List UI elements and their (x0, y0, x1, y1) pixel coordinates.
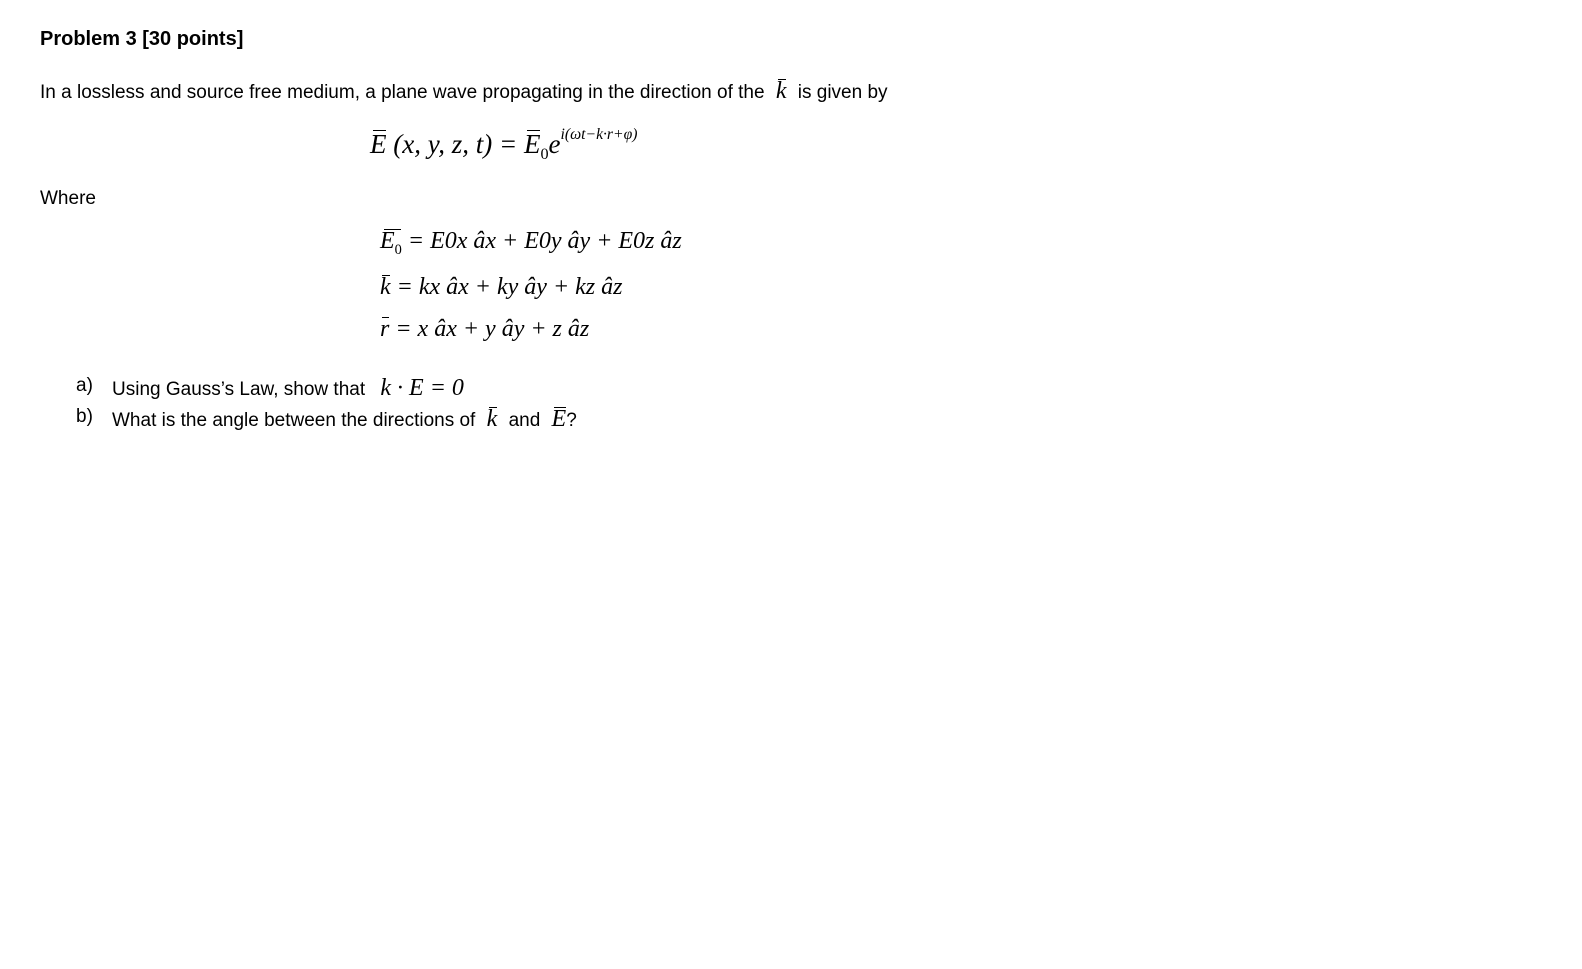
question-a-math: k · E = 0 (380, 375, 464, 401)
k-def-expression: = kx âx + ky ây + kz âz (396, 274, 623, 300)
problem-intro (40, 78, 888, 105)
question-b-and: and (508, 410, 541, 431)
question-b-k: k (486, 406, 498, 432)
question-b (112, 406, 577, 433)
e-field-symbol: E (370, 129, 387, 160)
exponential-base: e (548, 129, 561, 160)
r-def-symbol: r (380, 316, 390, 342)
intro-text: In a lossless and source free medium, a plane wave propagating in the direction of the (40, 82, 765, 103)
intro-end: is given by (797, 82, 888, 103)
question-a-label: a) (76, 375, 93, 396)
r-def-expression: = x âx + y ây + z âz (395, 316, 590, 342)
e0-def-symbol: $E_0$ (380, 228, 402, 258)
exponent: i(ωt−k·r+φ) (560, 126, 638, 143)
intro-k-vector: k (775, 78, 787, 104)
problem-title: Problem 3 [30 points] (40, 28, 244, 50)
e0-def-expression: = E0x âx + E0y ây + E0z âz (407, 228, 682, 254)
e0-definition (380, 228, 682, 259)
question-a-text: Using Gauss’s Law, show that (112, 379, 366, 400)
main-arguments: (x, y, z, t) = (393, 129, 518, 160)
main-equation (370, 126, 637, 164)
question-a (112, 375, 464, 402)
question-b-e: E (551, 406, 567, 432)
where-label: Where (40, 188, 96, 209)
k-def-symbol: k (380, 274, 391, 300)
r-definition (380, 316, 589, 343)
e0-subscript: 0 (540, 145, 549, 164)
question-b-end: ? (566, 410, 577, 431)
e0-symbol: E (523, 129, 541, 160)
question-b-label: b) (76, 406, 93, 427)
question-b-text: What is the angle between the directions of (112, 410, 476, 431)
k-definition (380, 274, 623, 301)
